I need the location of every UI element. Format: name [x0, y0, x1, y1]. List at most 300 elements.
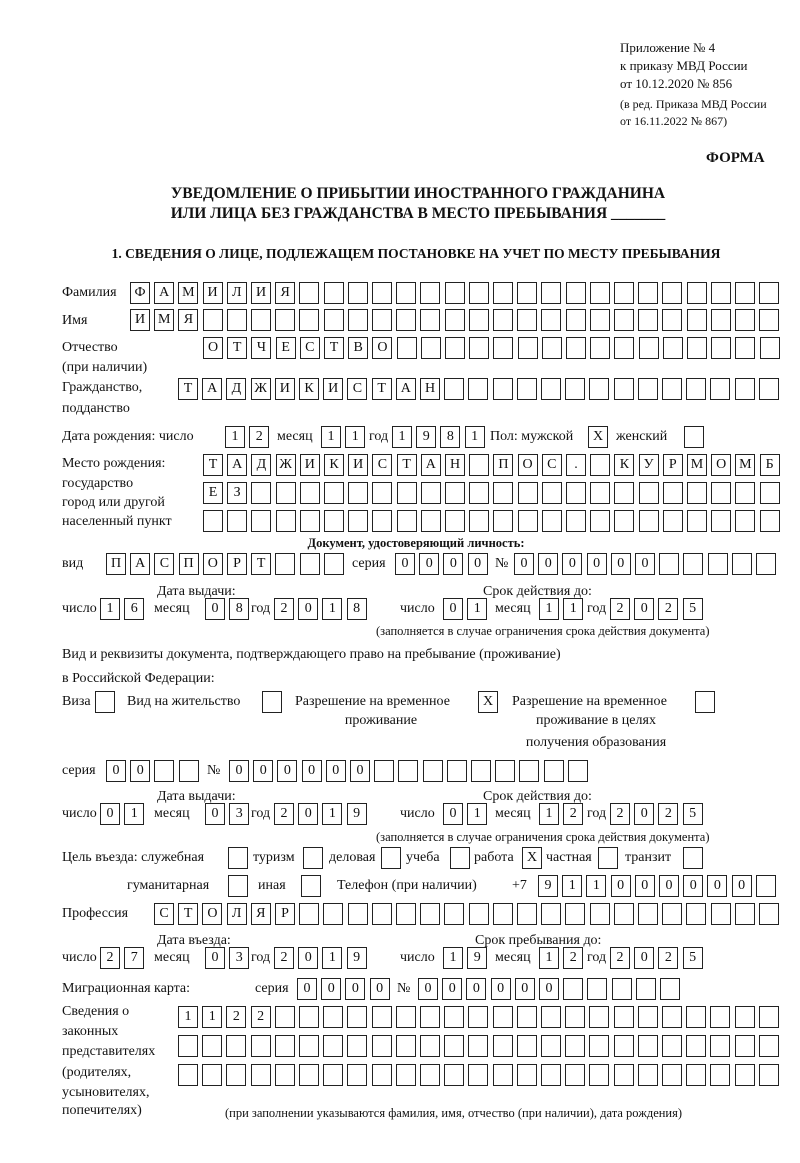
char-box[interactable] [396, 309, 416, 331]
char-box[interactable]: 0 [350, 760, 370, 782]
char-box[interactable] [300, 510, 320, 532]
char-box[interactable]: 8 [229, 598, 249, 620]
char-box[interactable]: 0 [539, 978, 559, 1000]
char-box[interactable] [420, 1035, 440, 1057]
char-box[interactable] [662, 903, 682, 925]
char-box[interactable] [662, 282, 682, 304]
char-box[interactable] [372, 510, 392, 532]
char-box[interactable] [469, 903, 489, 925]
char-box[interactable] [695, 691, 715, 713]
char-box[interactable] [300, 553, 320, 575]
char-box[interactable] [275, 553, 295, 575]
char-box[interactable] [756, 553, 776, 575]
char-box[interactable] [251, 1064, 271, 1086]
char-box[interactable] [589, 1035, 609, 1057]
rd-issue-day-boxes[interactable] [100, 803, 148, 825]
doc-number-boxes[interactable] [514, 553, 780, 575]
char-box[interactable] [396, 282, 416, 304]
char-box[interactable]: 1 [586, 875, 606, 897]
char-box[interactable]: 0 [443, 803, 463, 825]
char-box[interactable] [469, 510, 489, 532]
char-box[interactable]: Т [397, 454, 417, 476]
char-box[interactable] [228, 875, 248, 897]
phone-boxes[interactable] [538, 875, 780, 897]
char-box[interactable] [517, 378, 537, 400]
char-box[interactable] [397, 482, 417, 504]
char-box[interactable] [687, 282, 707, 304]
issue-day-boxes[interactable] [100, 598, 148, 620]
char-box[interactable]: И [130, 309, 150, 331]
char-box[interactable] [760, 510, 780, 532]
char-box[interactable] [517, 1064, 537, 1086]
char-box[interactable] [348, 510, 368, 532]
char-box[interactable] [759, 1064, 779, 1086]
char-box[interactable] [565, 903, 585, 925]
char-box[interactable] [348, 903, 368, 925]
char-box[interactable]: К [614, 454, 634, 476]
char-box[interactable]: А [130, 553, 150, 575]
char-box[interactable]: Д [251, 454, 271, 476]
entry-month-boxes[interactable] [205, 947, 253, 969]
char-box[interactable]: Ч [251, 337, 271, 359]
stay-year-boxes[interactable] [610, 947, 707, 969]
char-box[interactable] [493, 482, 513, 504]
right-doc-series-boxes[interactable] [106, 760, 203, 782]
char-box[interactable]: 0 [395, 553, 415, 575]
char-box[interactable]: 2 [610, 947, 630, 969]
char-box[interactable] [590, 903, 610, 925]
char-box[interactable] [493, 337, 513, 359]
char-box[interactable] [420, 903, 440, 925]
char-box[interactable] [686, 903, 706, 925]
char-box[interactable]: Р [227, 553, 247, 575]
char-box[interactable]: Л [227, 903, 247, 925]
char-box[interactable] [323, 1035, 343, 1057]
char-box[interactable]: Б [760, 454, 780, 476]
char-box[interactable]: 1 [322, 803, 342, 825]
char-box[interactable] [517, 903, 537, 925]
char-box[interactable] [663, 482, 683, 504]
rd-issue-month-boxes[interactable] [205, 803, 253, 825]
right-doc-number-boxes[interactable] [229, 760, 592, 782]
char-box[interactable] [276, 510, 296, 532]
char-box[interactable] [178, 1035, 198, 1057]
char-box[interactable]: 5 [683, 803, 703, 825]
char-box[interactable] [372, 1064, 392, 1086]
char-box[interactable] [541, 309, 561, 331]
char-box[interactable]: . [566, 454, 586, 476]
entry-day-boxes[interactable] [100, 947, 148, 969]
purpose-work-checkbox[interactable] [522, 847, 546, 869]
char-box[interactable]: П [493, 454, 513, 476]
char-box[interactable] [687, 482, 707, 504]
char-box[interactable]: М [178, 282, 198, 304]
char-box[interactable]: П [179, 553, 199, 575]
char-box[interactable] [544, 760, 564, 782]
char-box[interactable]: 0 [634, 947, 654, 969]
char-box[interactable] [468, 378, 488, 400]
char-box[interactable] [381, 847, 401, 869]
char-box[interactable] [444, 1006, 464, 1028]
char-box[interactable] [614, 482, 634, 504]
char-box[interactable]: 2 [274, 803, 294, 825]
char-box[interactable] [396, 1035, 416, 1057]
char-box[interactable]: 1 [443, 947, 463, 969]
char-box[interactable]: З [227, 482, 247, 504]
char-box[interactable]: 9 [467, 947, 487, 969]
char-box[interactable]: Я [275, 282, 295, 304]
char-box[interactable] [324, 510, 344, 532]
char-box[interactable] [493, 378, 513, 400]
char-box[interactable]: 0 [442, 978, 462, 1000]
char-box[interactable] [687, 309, 707, 331]
char-box[interactable] [445, 510, 465, 532]
char-box[interactable] [565, 1006, 585, 1028]
char-box[interactable] [686, 1064, 706, 1086]
char-box[interactable] [587, 978, 607, 1000]
char-box[interactable] [735, 282, 755, 304]
char-box[interactable]: 1 [100, 598, 120, 620]
char-box[interactable] [227, 309, 247, 331]
char-box[interactable] [566, 309, 586, 331]
char-box[interactable]: Н [420, 378, 440, 400]
char-box[interactable]: И [251, 282, 271, 304]
birthplace-boxes-1[interactable] [203, 454, 784, 476]
char-box[interactable] [614, 1006, 634, 1028]
char-box[interactable] [251, 1035, 271, 1057]
char-box[interactable] [227, 510, 247, 532]
char-box[interactable] [541, 378, 561, 400]
char-box[interactable] [226, 1064, 246, 1086]
char-box[interactable]: О [203, 337, 223, 359]
char-box[interactable] [686, 1035, 706, 1057]
char-box[interactable]: 0 [468, 553, 488, 575]
char-box[interactable]: Е [276, 337, 296, 359]
char-box[interactable] [759, 309, 779, 331]
char-box[interactable]: 0 [298, 598, 318, 620]
char-box[interactable]: 0 [229, 760, 249, 782]
char-box[interactable] [303, 847, 323, 869]
char-box[interactable]: Ж [251, 378, 271, 400]
char-box[interactable]: 6 [124, 598, 144, 620]
stay-month-boxes[interactable] [539, 947, 587, 969]
purpose-private-checkbox[interactable] [598, 847, 622, 869]
char-box[interactable] [372, 1035, 392, 1057]
char-box[interactable] [686, 1006, 706, 1028]
char-box[interactable] [756, 875, 776, 897]
char-box[interactable]: К [324, 454, 344, 476]
char-box[interactable] [566, 337, 586, 359]
char-box[interactable] [324, 309, 344, 331]
char-box[interactable]: 0 [683, 875, 703, 897]
char-box[interactable] [735, 378, 755, 400]
char-box[interactable] [493, 309, 513, 331]
char-box[interactable]: О [518, 454, 538, 476]
char-box[interactable] [468, 1064, 488, 1086]
char-box[interactable]: М [687, 454, 707, 476]
birth-month-boxes[interactable] [321, 426, 369, 448]
char-box[interactable] [565, 1035, 585, 1057]
char-box[interactable]: С [154, 903, 174, 925]
char-box[interactable] [614, 903, 634, 925]
char-box[interactable] [638, 282, 658, 304]
char-box[interactable] [590, 309, 610, 331]
char-box[interactable] [469, 309, 489, 331]
char-box[interactable] [638, 1035, 658, 1057]
reps-boxes-3[interactable] [178, 1064, 783, 1086]
char-box[interactable] [636, 978, 656, 1000]
purpose-business-checkbox[interactable] [381, 847, 405, 869]
char-box[interactable] [683, 847, 703, 869]
char-box[interactable] [493, 1006, 513, 1028]
char-box[interactable] [202, 1035, 222, 1057]
birth-year-boxes[interactable] [392, 426, 489, 448]
char-box[interactable] [179, 760, 199, 782]
char-box[interactable] [711, 282, 731, 304]
char-box[interactable]: 1 [562, 875, 582, 897]
char-box[interactable] [420, 1006, 440, 1028]
char-box[interactable]: 3 [229, 803, 249, 825]
char-box[interactable] [590, 337, 610, 359]
char-box[interactable] [493, 510, 513, 532]
char-box[interactable] [445, 309, 465, 331]
char-box[interactable]: Р [275, 903, 295, 925]
name-boxes[interactable] [130, 309, 783, 331]
purpose-other-checkbox[interactable] [301, 875, 325, 897]
char-box[interactable]: 1 [225, 426, 245, 448]
char-box[interactable] [95, 691, 115, 713]
char-box[interactable] [710, 1064, 730, 1086]
char-box[interactable] [275, 1064, 295, 1086]
char-box[interactable] [396, 1064, 416, 1086]
char-box[interactable]: 0 [538, 553, 558, 575]
char-box[interactable] [445, 282, 465, 304]
char-box[interactable]: 0 [611, 553, 631, 575]
char-box[interactable]: 0 [634, 598, 654, 620]
char-box[interactable]: 0 [370, 978, 390, 1000]
char-box[interactable]: 0 [326, 760, 346, 782]
char-box[interactable]: 0 [587, 553, 607, 575]
char-box[interactable] [420, 282, 440, 304]
char-box[interactable] [541, 282, 561, 304]
char-box[interactable] [300, 482, 320, 504]
char-box[interactable] [732, 553, 752, 575]
char-box[interactable] [519, 760, 539, 782]
char-box[interactable] [614, 309, 634, 331]
char-box[interactable] [759, 282, 779, 304]
char-box[interactable] [663, 337, 683, 359]
entry-year-boxes[interactable] [274, 947, 371, 969]
char-box[interactable] [469, 282, 489, 304]
char-box[interactable] [710, 1035, 730, 1057]
char-box[interactable]: Я [178, 309, 198, 331]
char-box[interactable]: Ф [130, 282, 150, 304]
char-box[interactable] [735, 1064, 755, 1086]
char-box[interactable]: 2 [658, 803, 678, 825]
char-box[interactable]: 1 [321, 426, 341, 448]
char-box[interactable]: 1 [124, 803, 144, 825]
valid-month-boxes[interactable] [539, 598, 587, 620]
char-box[interactable] [275, 1006, 295, 1028]
char-box[interactable] [760, 337, 780, 359]
char-box[interactable] [614, 1064, 634, 1086]
char-box[interactable]: 2 [274, 947, 294, 969]
char-box[interactable]: С [542, 454, 562, 476]
char-box[interactable] [324, 482, 344, 504]
char-box[interactable] [565, 1064, 585, 1086]
temp-edu-checkbox[interactable] [695, 691, 719, 713]
char-box[interactable] [518, 482, 538, 504]
char-box[interactable] [638, 903, 658, 925]
char-box[interactable] [735, 482, 755, 504]
char-box[interactable] [589, 378, 609, 400]
char-box[interactable] [542, 337, 562, 359]
char-box[interactable] [568, 760, 588, 782]
doc-kind-boxes[interactable] [106, 553, 348, 575]
char-box[interactable]: 0 [611, 875, 631, 897]
char-box[interactable] [614, 337, 634, 359]
char-box[interactable]: 2 [658, 947, 678, 969]
char-box[interactable]: 1 [467, 598, 487, 620]
char-box[interactable]: Л [227, 282, 247, 304]
char-box[interactable] [541, 903, 561, 925]
migration-series-boxes[interactable] [297, 978, 394, 1000]
char-box[interactable] [735, 510, 755, 532]
char-box[interactable] [397, 510, 417, 532]
char-box[interactable]: 2 [226, 1006, 246, 1028]
char-box[interactable]: 2 [100, 947, 120, 969]
char-box[interactable]: Т [203, 454, 223, 476]
char-box[interactable]: С [347, 378, 367, 400]
char-box[interactable] [614, 510, 634, 532]
char-box[interactable]: 9 [538, 875, 558, 897]
char-box[interactable] [178, 1064, 198, 1086]
char-box[interactable]: 8 [347, 598, 367, 620]
char-box[interactable]: Т [324, 337, 344, 359]
char-box[interactable]: X [588, 426, 608, 448]
purpose-study-checkbox[interactable] [450, 847, 474, 869]
char-box[interactable]: 1 [465, 426, 485, 448]
doc-series-boxes[interactable] [395, 553, 492, 575]
char-box[interactable]: 0 [205, 803, 225, 825]
valid-day-boxes[interactable] [443, 598, 491, 620]
char-box[interactable]: 0 [106, 760, 126, 782]
char-box[interactable]: 9 [416, 426, 436, 448]
char-box[interactable] [396, 1006, 416, 1028]
char-box[interactable] [517, 1006, 537, 1028]
char-box[interactable] [301, 875, 321, 897]
char-box[interactable] [759, 1006, 779, 1028]
purpose-humanitarian-checkbox[interactable] [228, 875, 252, 897]
char-box[interactable]: 0 [562, 553, 582, 575]
char-box[interactable] [323, 1006, 343, 1028]
char-box[interactable]: 2 [610, 803, 630, 825]
char-box[interactable] [398, 760, 418, 782]
char-box[interactable]: 3 [229, 947, 249, 969]
char-box[interactable] [541, 1064, 561, 1086]
char-box[interactable] [347, 1035, 367, 1057]
char-box[interactable]: 0 [298, 803, 318, 825]
char-box[interactable]: 1 [539, 947, 559, 969]
valid-year-boxes[interactable] [610, 598, 707, 620]
char-box[interactable] [445, 482, 465, 504]
char-box[interactable]: 0 [634, 803, 654, 825]
char-box[interactable] [445, 337, 465, 359]
char-box[interactable]: Р [663, 454, 683, 476]
char-box[interactable] [469, 482, 489, 504]
char-box[interactable]: 2 [610, 598, 630, 620]
char-box[interactable] [372, 903, 392, 925]
char-box[interactable]: 0 [205, 598, 225, 620]
char-box[interactable] [590, 482, 610, 504]
char-box[interactable]: 1 [539, 598, 559, 620]
char-box[interactable] [299, 1035, 319, 1057]
char-box[interactable]: О [203, 553, 223, 575]
char-box[interactable] [735, 903, 755, 925]
char-box[interactable]: 0 [732, 875, 752, 897]
char-box[interactable] [598, 847, 618, 869]
char-box[interactable] [589, 1064, 609, 1086]
char-box[interactable] [639, 510, 659, 532]
char-box[interactable]: И [300, 454, 320, 476]
char-box[interactable] [711, 482, 731, 504]
char-box[interactable] [420, 309, 440, 331]
char-box[interactable]: 2 [274, 598, 294, 620]
char-box[interactable] [226, 1035, 246, 1057]
char-box[interactable]: 2 [251, 1006, 271, 1028]
char-box[interactable] [421, 337, 441, 359]
char-box[interactable]: 0 [205, 947, 225, 969]
char-box[interactable] [251, 309, 271, 331]
char-box[interactable]: 0 [635, 553, 655, 575]
char-box[interactable]: А [396, 378, 416, 400]
char-box[interactable]: 9 [347, 947, 367, 969]
char-box[interactable]: 0 [635, 875, 655, 897]
char-box[interactable] [251, 510, 271, 532]
char-box[interactable] [662, 378, 682, 400]
citizenship-boxes[interactable] [178, 378, 783, 400]
char-box[interactable] [687, 510, 707, 532]
char-box[interactable] [708, 553, 728, 575]
char-box[interactable] [444, 378, 464, 400]
char-box[interactable] [711, 309, 731, 331]
char-box[interactable] [566, 482, 586, 504]
char-box[interactable] [444, 903, 464, 925]
char-box[interactable] [660, 978, 680, 1000]
char-box[interactable] [566, 510, 586, 532]
visa-checkbox[interactable] [95, 691, 119, 713]
char-box[interactable] [469, 337, 489, 359]
char-box[interactable]: А [202, 378, 222, 400]
purpose-tourism-checkbox[interactable] [303, 847, 327, 869]
char-box[interactable]: 0 [466, 978, 486, 1000]
char-box[interactable]: 1 [539, 803, 559, 825]
char-box[interactable] [228, 847, 248, 869]
char-box[interactable]: К [299, 378, 319, 400]
char-box[interactable] [347, 1006, 367, 1028]
char-box[interactable] [493, 903, 513, 925]
char-box[interactable] [589, 1006, 609, 1028]
char-box[interactable]: 2 [658, 598, 678, 620]
char-box[interactable]: И [275, 378, 295, 400]
birthplace-boxes-3[interactable] [203, 510, 784, 532]
char-box[interactable] [444, 1064, 464, 1086]
char-box[interactable]: 1 [467, 803, 487, 825]
rd-valid-month-boxes[interactable] [539, 803, 587, 825]
char-box[interactable] [299, 1064, 319, 1086]
patronymic-boxes[interactable] [203, 337, 784, 359]
stay-day-boxes[interactable] [443, 947, 491, 969]
